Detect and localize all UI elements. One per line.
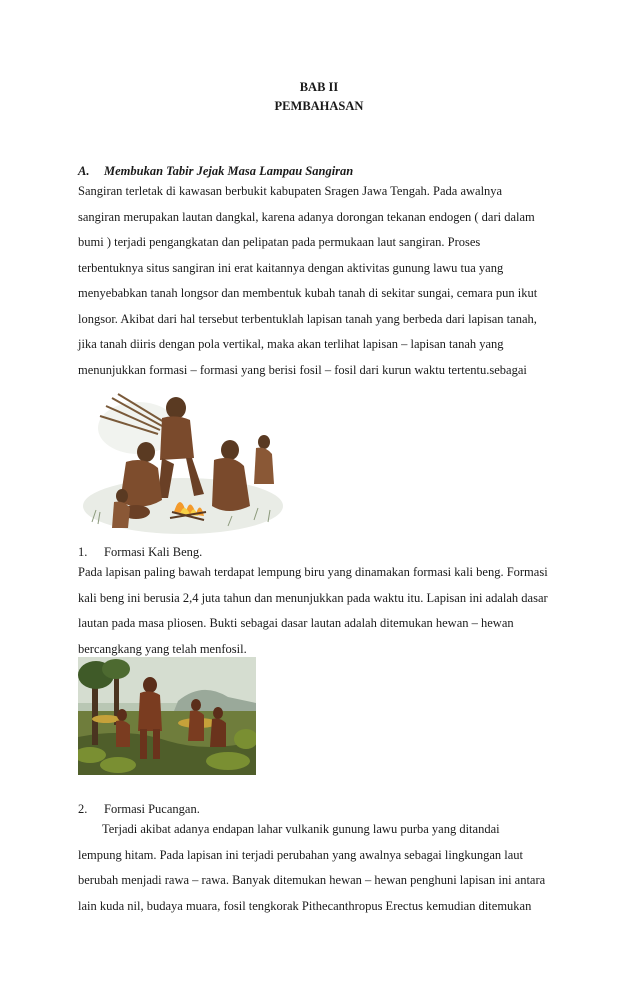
text-line: kali beng ini berusia 2,4 juta tahun dan menunjukkan pada waktu itu. Lapisan ini adalah dasar: [78, 590, 548, 605]
chapter-title: PEMBAHASAN: [274, 99, 364, 113]
text-line: Sangiran terletak di kawasan berbukit kabupaten Sragen Jawa Tengah. Pada awalnya: [78, 184, 503, 198]
text-line: jika tanah diiris dengan pola vertikal, maka akan terlihat lapisan – lapisan tanah yang: [78, 337, 504, 351]
text-line: longsor. Akibat dari hal tersebut terbentuklah lapisan tanah yang berbeda dari lapisan tanah,: [78, 311, 537, 326]
text-line: lempung hitam. Pada lapisan ini terjadi perubahan yang awalnya sebagai lingkungan laut: [78, 847, 524, 862]
item-1-number: 1.: [78, 545, 88, 559]
text-line: lain kuda nil, budaya muara, fosil tengkorak Pithecanthropus Erectus kemudian ditemukan: [78, 898, 532, 913]
section-a-title: Membukan Tabir Jejak Masa Lampau Sangiran: [104, 164, 354, 178]
item-2-paragraph: [78, 817, 568, 919]
item-1-paragraph: [78, 560, 568, 662]
text-line: bumi ) terjadi pengangkatan dan pelipatan pada permukaan laut sangiran. Proses: [78, 235, 481, 249]
text-line: lautan pada masa pliosen. Bukti sebagai dasar lautan adalah ditemukan hewan – hewan: [78, 616, 514, 630]
early-humans-fire-illustration: [78, 388, 288, 536]
text-line: menunjukkan formasi – formasi yang berisi fosil – fosil dari kurun waktu tertentu.sebagai: [78, 362, 527, 377]
item-2-title: Formasi Pucangan.: [104, 802, 200, 816]
item-2-heading: [78, 802, 200, 817]
early-humans-forest-illustration: [78, 657, 256, 775]
intro-paragraph: [78, 179, 568, 409]
text-line: terbentuknya situs sangiran ini erat kaitannya dengan aktivitas gunung lawu tua yang: [78, 260, 504, 275]
section-a-marker: A.: [78, 164, 90, 178]
item-2-number: 2.: [78, 802, 88, 816]
text-line: berubah menjadi rawa – rawa. Banyak ditemukan hewan – hewan penghuni lapisan ini antara: [78, 873, 546, 887]
text-line: menyebabkan tanah longsor dan membentuk kubah tanah di sekitar sungai, cemara pun ikut: [78, 286, 538, 300]
text-line: bercangkang yang telah menfosil.: [78, 641, 247, 656]
section-a-heading: [78, 164, 353, 179]
text-line: Pada lapisan paling bawah terdapat lempung biru yang dinamakan formasi kali beng. Formasi: [78, 565, 548, 579]
text-line: Terjadi akibat adanya endapan lahar vulkanik gunung lawu purba yang ditandai: [102, 822, 500, 836]
item-1-heading: [78, 545, 202, 560]
chapter-number: BAB II: [299, 80, 339, 94]
text-line: sangiran merupakan lautan dangkal, karena adanya dorongan tekanan endogen ( dari dalam: [78, 209, 535, 224]
item-1-title: Formasi Kali Beng.: [104, 545, 203, 559]
